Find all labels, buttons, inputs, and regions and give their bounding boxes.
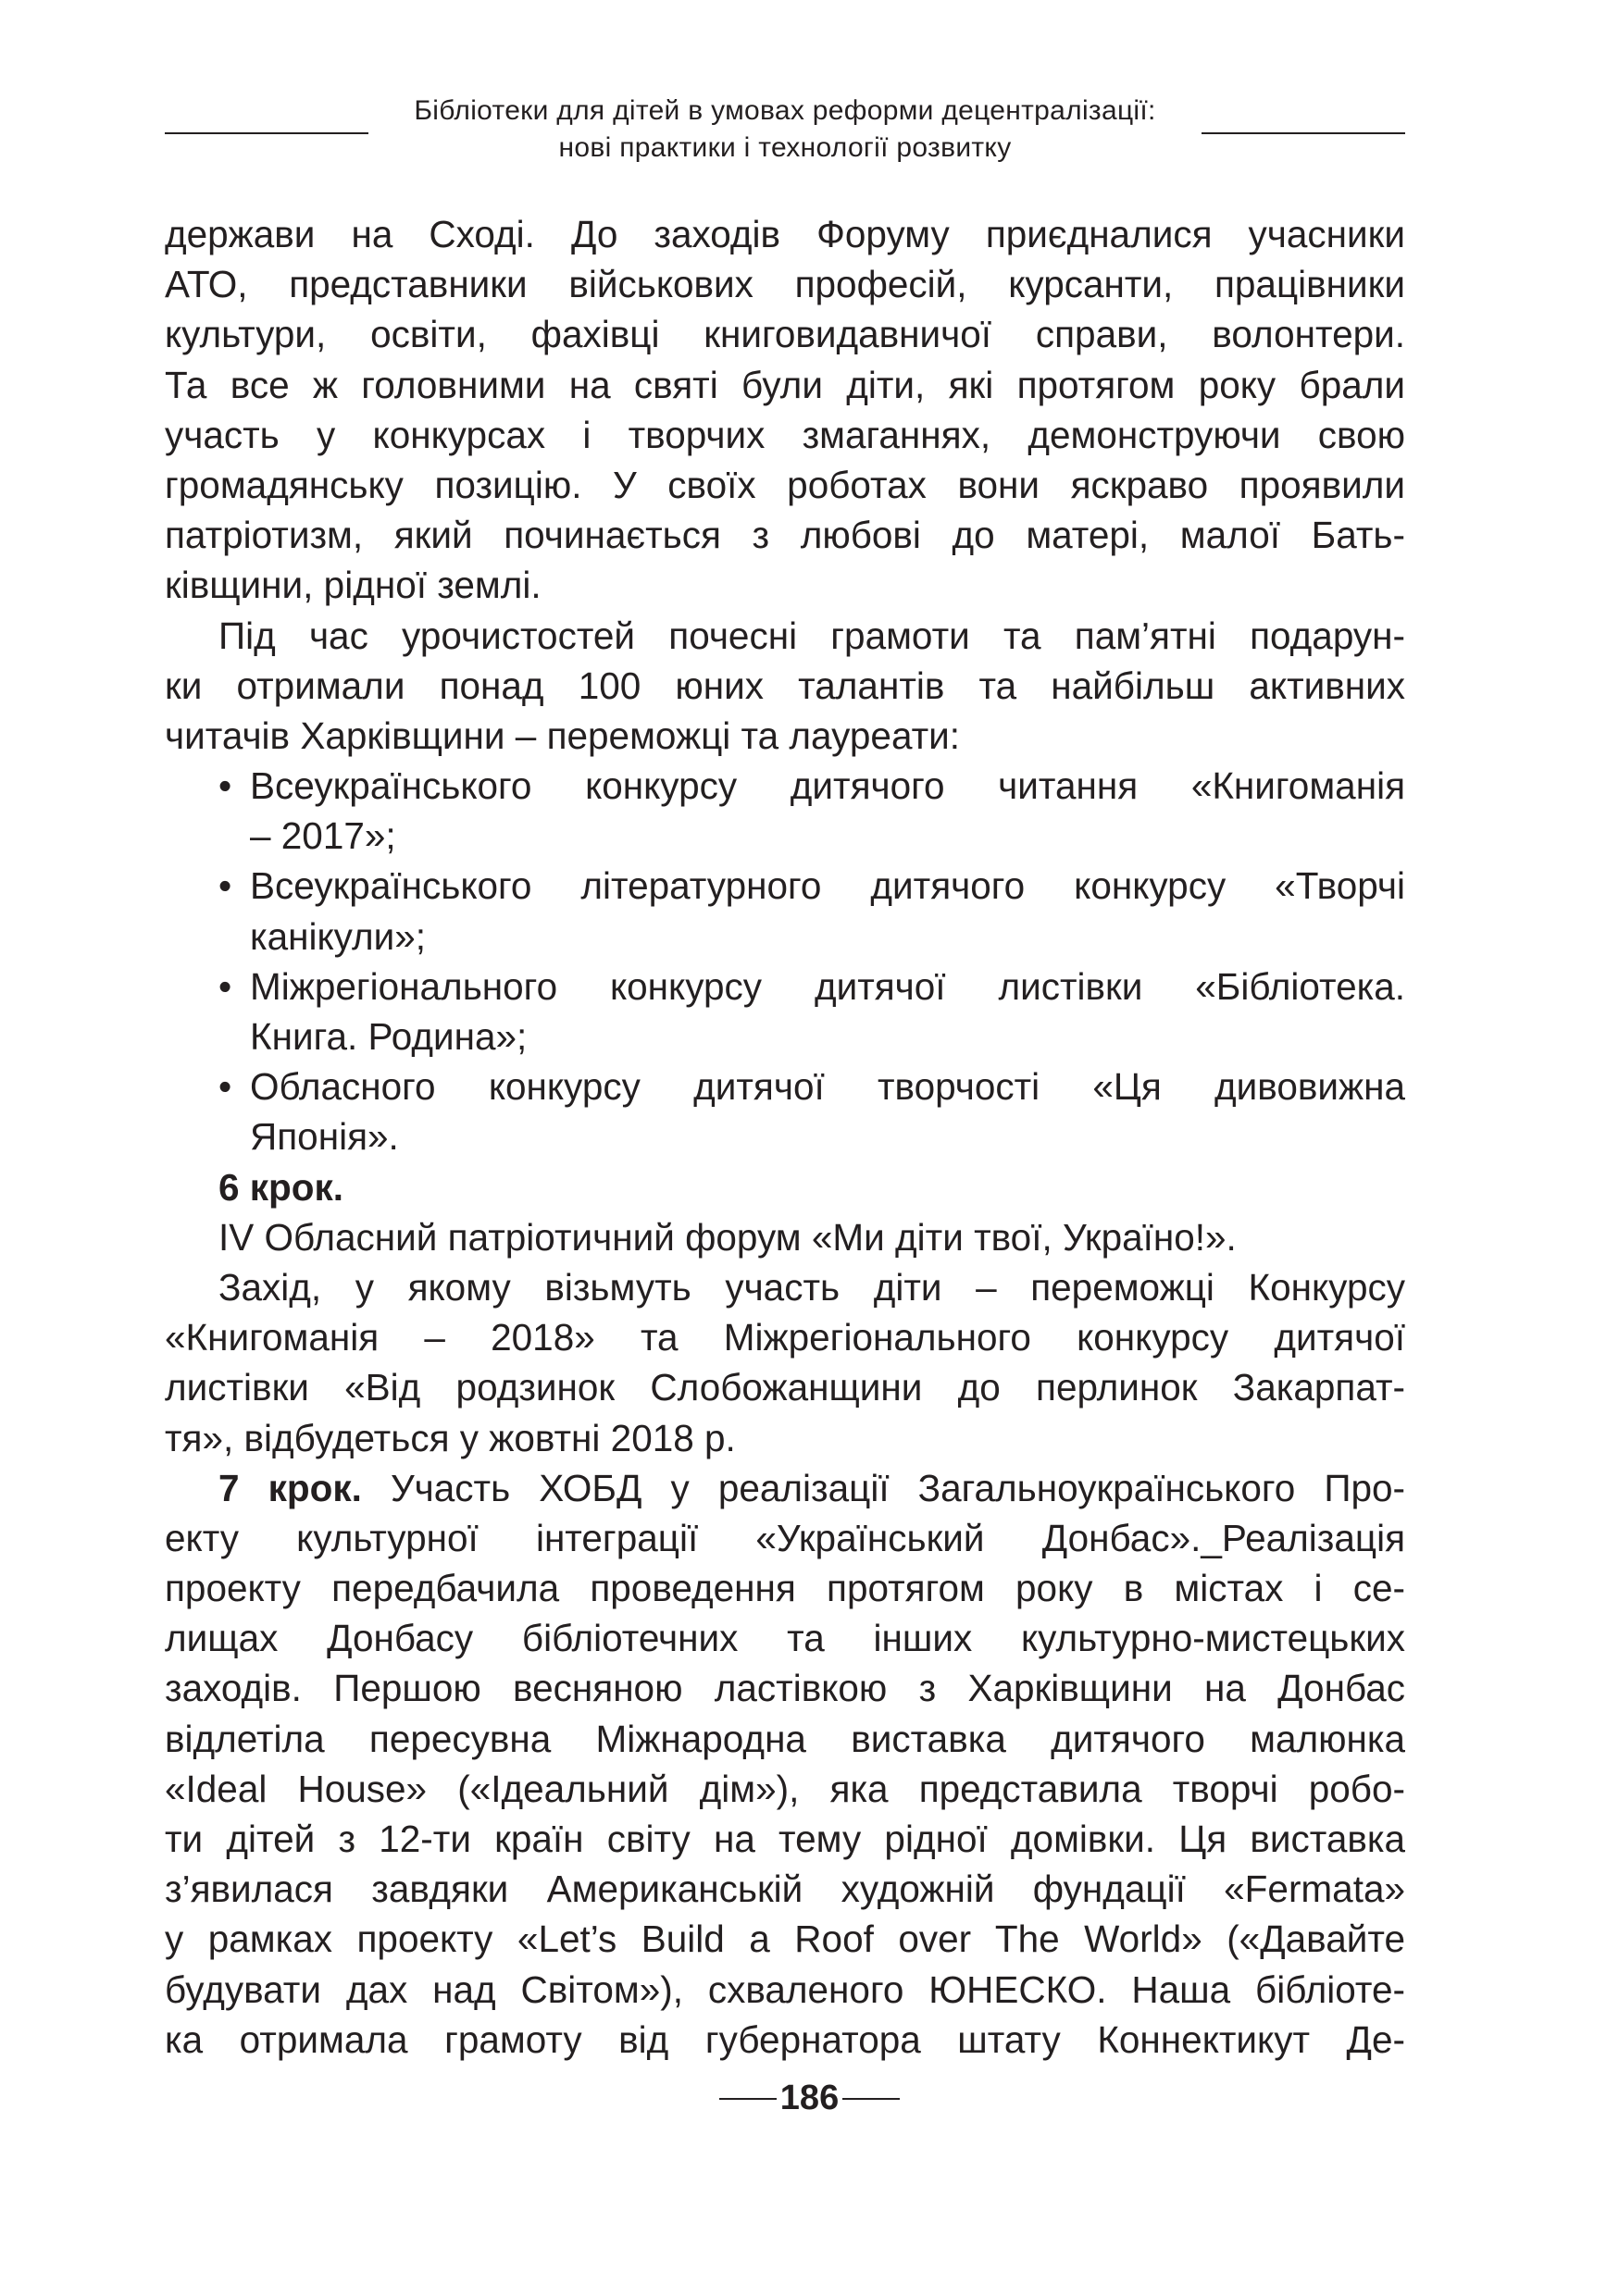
text-line: «Книгоманія – 2018» та Міжрегіонального конкурсу дитячої <box>165 1316 1405 1359</box>
text-line: ки отримали понад 100 юних талантів та найбільш активних <box>165 664 1405 707</box>
step-6-paragraph <box>165 1262 1405 1463</box>
text-line: екту культурної інтеграції «Український Донбас»._Реалізація <box>165 1516 1405 1559</box>
step-6-forum-title: IV Обласний патріотичний форум «Ми діти твої, Україно!». <box>218 1215 1237 1259</box>
list-item-line: канікули»; <box>250 914 427 958</box>
paragraph-1 <box>165 209 1405 611</box>
header-rule-left <box>165 132 368 134</box>
page-number: 186 <box>779 2079 840 2117</box>
text-line: ти дітей з 12-ти країн світу на тему рідної домівки. Ця виставка <box>165 1818 1405 1860</box>
paragraph-2 <box>165 611 1405 762</box>
text-line: проекту передбачила проведення протягом року в містах і се- <box>165 1567 1405 1610</box>
text-line <box>165 1463 1405 1513</box>
list-item-line <box>165 861 1405 911</box>
step-7-paragraph <box>165 1463 1405 2065</box>
text-line: у рамках проекту «Let’s Build a Roof over The World» («Давайте <box>165 1917 1405 1961</box>
text-line: тя», відбудеться у жовтні 2018 р. <box>165 1416 736 1459</box>
text-line: участь у конкурсах і творчих змаганнях, демонструючи свою <box>165 413 1405 456</box>
text-line: патріотизм, який починається з любові до матері, малої Бать- <box>165 514 1405 557</box>
text-line: будувати дах над Світом»), схваленого ЮНЕСКО. Наша бібліоте- <box>165 1967 1405 2011</box>
list-item-text: Обласного конкурсу дитячої творчості «Ця дивовижна <box>250 1065 1405 1109</box>
bullet-marker: • <box>218 964 232 1008</box>
header-title-line-1: Бібліотеки для дітей в умовах реформи децентралізації: <box>414 95 1156 126</box>
page-body <box>165 209 1405 2065</box>
folio-rule-right <box>842 2098 900 2100</box>
text-line: ківщини, рідної землі. <box>165 564 542 607</box>
list-item <box>165 861 1405 961</box>
bullet-marker: • <box>218 764 232 808</box>
list-item-line: – 2017»; <box>250 814 396 858</box>
header-title-line-2: нові практики і технології розвитку <box>558 132 1012 163</box>
bullet-marker: • <box>218 864 232 908</box>
step-6-heading <box>165 1162 1405 1212</box>
text-line: лищах Донбасу бібліотечних та інших культурно-мистецьких <box>165 1617 1405 1660</box>
list-item-text: Всеукраїнського конкурсу дитячого читання «Книгоманія <box>250 764 1405 808</box>
text-line: Та все ж головними на святі були діти, які протягом року брали <box>165 363 1405 406</box>
step-6-heading-text: 6 крок. <box>218 1165 344 1209</box>
text-line: Захід, у якому візьмуть участь діти – переможці Конкурсу <box>218 1265 1405 1309</box>
header-title <box>368 93 1202 167</box>
text-line: Під час урочистостей почесні грамоти та пам’ятні подарун- <box>218 614 1405 657</box>
step-7-heading: 7 крок. <box>218 1466 362 1509</box>
text-line: відлетіла пересувна Міжнародна виставка дитячого малюнка <box>165 1717 1405 1760</box>
text-line: заходів. Першою весняною ластівкою з Харківщини на Донбас <box>165 1667 1405 1710</box>
text-line: з’явилася завдяки Американській художній фундації «Fermata» <box>165 1868 1405 1911</box>
folio-rule-left <box>719 2098 777 2100</box>
list-item <box>165 761 1405 861</box>
bullet-marker: • <box>218 1065 232 1109</box>
list-item-line <box>165 1061 1405 1111</box>
list-item-line <box>165 761 1405 811</box>
page-number-footer <box>0 2079 1619 2118</box>
list-item-line: Японія». <box>250 1115 399 1159</box>
text-line: АТО, представники військових професій, курсанти, працівники <box>165 263 1405 306</box>
step-7-first-line-text: Участь ХОБД у реалізації Загальноукраїнського Про- <box>361 1466 1405 1509</box>
header-rule-right <box>1202 132 1405 134</box>
bullet-list <box>165 761 1405 1162</box>
text-line: «Ideal House» («Ідеальний дім»), яка представила творчі робо- <box>165 1767 1405 1810</box>
list-item-line: Книга. Родина»; <box>250 1015 528 1058</box>
running-header <box>165 93 1405 167</box>
text-line: листівки «Від родзинок Слобожанщини до перлинок Закарпат- <box>165 1366 1405 1409</box>
text-line: культури, освіти, фахівці книговидавничої справи, волонтери. <box>165 313 1405 356</box>
list-item <box>165 1061 1405 1161</box>
text-line: читачів Харківщини – переможці та лауреати: <box>165 714 961 757</box>
text-line: держави на Сході. До заходів Форуму приєдналися учасники <box>165 213 1405 255</box>
list-item-line <box>165 962 1405 1011</box>
list-item <box>165 962 1405 1061</box>
text-line: ка отримала грамоту від губернатора штату Коннектикут Де- <box>165 2017 1405 2061</box>
text-line: громадянську позицію. У своїх роботах вони яскраво проявили <box>165 463 1405 506</box>
list-item-text: Всеукраїнського літературного дитячого конкурсу «Творчі <box>250 864 1405 908</box>
list-item-text: Міжрегіонального конкурсу дитячої листівки «Бібліотека. <box>250 964 1405 1008</box>
